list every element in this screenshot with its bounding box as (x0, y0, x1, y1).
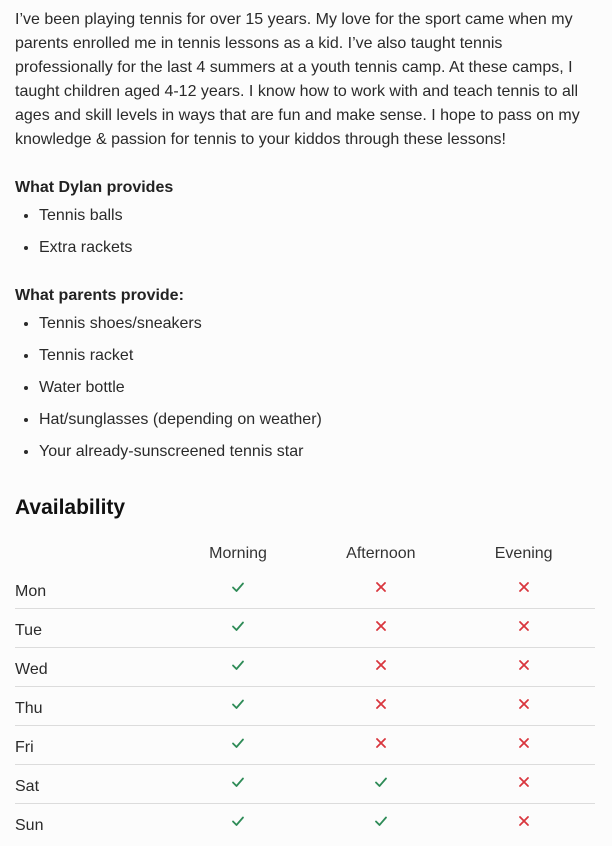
slot-cell (452, 609, 595, 648)
slot-cell (309, 570, 452, 609)
slot-cell (309, 687, 452, 726)
slot-cell (167, 570, 310, 609)
slot-cell (452, 570, 595, 609)
x-icon (374, 580, 388, 594)
x-icon (517, 619, 531, 633)
slot-cell (167, 765, 310, 804)
x-icon (517, 697, 531, 711)
list-item: • Tennis shoes/sneakers (39, 312, 594, 336)
day-label: Thu (15, 687, 167, 726)
column-header-afternoon: Afternoon (346, 545, 416, 562)
x-icon (374, 736, 388, 750)
slot-cell (309, 765, 452, 804)
check-icon (231, 736, 245, 750)
x-icon (517, 814, 531, 828)
availability-heading: Availability (15, 496, 126, 519)
slot-cell (452, 765, 595, 804)
list-item: • Water bottle (39, 376, 594, 400)
availability-table (15, 542, 595, 842)
list-item: • Tennis balls (39, 204, 594, 228)
availability-rows (15, 570, 595, 842)
table-row (15, 687, 595, 726)
list-item: • Extra rackets (39, 236, 594, 260)
slot-cell (167, 648, 310, 687)
day-column-header (15, 542, 167, 570)
table-row (15, 570, 595, 609)
table-row (15, 804, 595, 843)
slot-cell (309, 726, 452, 765)
slot-cell (452, 726, 595, 765)
day-label: Tue (15, 609, 167, 648)
bio-paragraph: I’ve been playing tennis for over 15 years. My love for the sport came when my parents enrolled me in tennis lessons as a kid. I’ve also taught tennis professionally for the last 4 summers at a youth tennis camp. At these camps, I taught children aged 4-12 years. I know how to work with and teach tennis to all ages and skill levels in ways that are fun and make sense. I hope to pass on my knowledge & passion for tennis to your kiddos through these lessons! (15, 11, 580, 148)
x-icon (374, 619, 388, 633)
provides-list (15, 204, 594, 260)
slot-cell (167, 726, 310, 765)
slot-cell (309, 648, 452, 687)
check-icon (374, 814, 388, 828)
slot-cell (309, 804, 452, 843)
slot-cell (167, 804, 310, 843)
slot-cell (167, 609, 310, 648)
list-item: • Tennis racket (39, 344, 594, 368)
column-header-morning: Morning (209, 545, 267, 562)
x-icon (517, 736, 531, 750)
check-icon (231, 814, 245, 828)
list-item: • Your already-sunscreened tennis star (39, 440, 594, 464)
check-icon (231, 619, 245, 633)
x-icon (374, 697, 388, 711)
x-icon (517, 580, 531, 594)
check-icon (231, 775, 245, 789)
availability-header-row (15, 542, 595, 570)
day-label: Sat (15, 765, 167, 804)
slot-cell (167, 687, 310, 726)
day-label: Mon (15, 570, 167, 609)
slot-cell (452, 648, 595, 687)
x-icon (517, 775, 531, 789)
x-icon (517, 658, 531, 672)
parents-list (15, 312, 594, 464)
x-icon (374, 658, 388, 672)
slot-cell (309, 609, 452, 648)
list-item: • Hat/sunglasses (depending on weather) (39, 408, 594, 432)
table-row (15, 609, 595, 648)
check-icon (231, 580, 245, 594)
slot-cell (452, 687, 595, 726)
column-header-evening: Evening (494, 545, 553, 562)
check-icon (231, 658, 245, 672)
provides-heading: What Dylan provides (15, 179, 174, 196)
day-label: Wed (15, 648, 167, 687)
table-row (15, 765, 595, 804)
check-icon (231, 697, 245, 711)
table-row (15, 648, 595, 687)
day-label: Fri (15, 726, 167, 765)
day-label: Sun (15, 817, 44, 834)
check-icon (374, 775, 388, 789)
slot-cell (452, 804, 595, 843)
parents-heading: What parents provide: (15, 287, 184, 304)
table-row (15, 726, 595, 765)
